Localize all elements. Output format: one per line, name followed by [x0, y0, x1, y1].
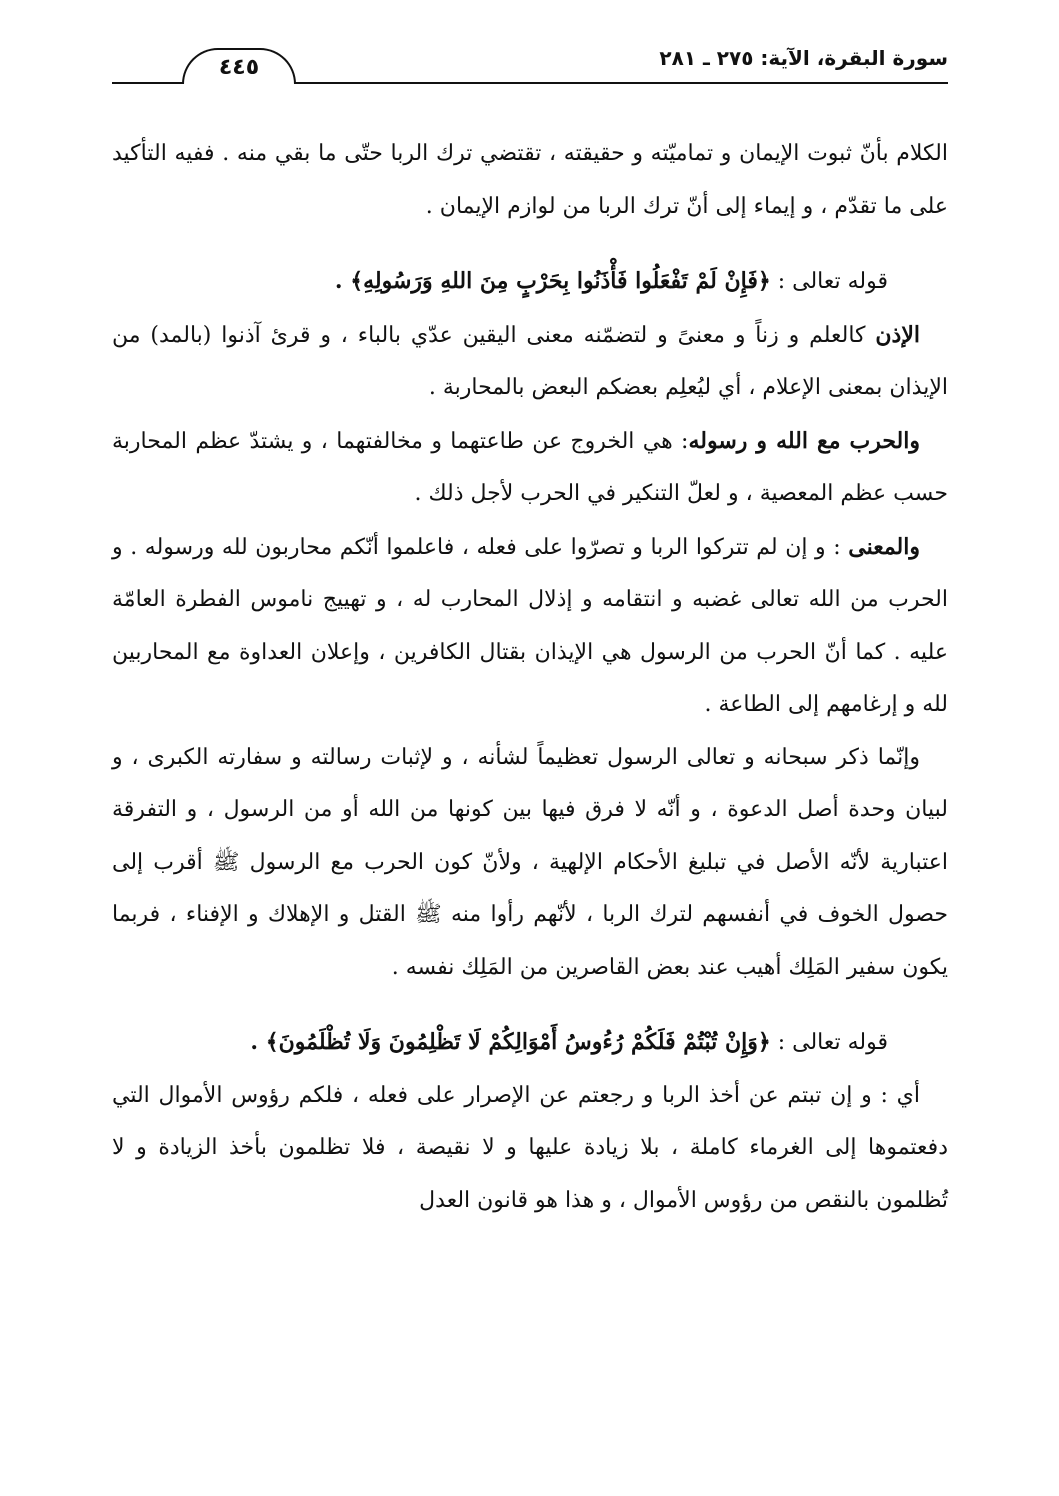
- quran-verse: ﴿فَإِنْ لَمْ تَفْعَلُوا فَأْذَنُوا بِحَرْبٍ مِنَ اللهِ وَرَسُولِهِ﴾ .: [334, 268, 771, 294]
- verse-prefix: قوله تعالى :: [770, 1030, 888, 1055]
- paragraph-idhn: [112, 309, 948, 415]
- paragraph-meaning: [112, 521, 948, 732]
- paragraph-rasul: وإنّما ذكر سبحانه و تعالى الرسول تعظيماً لشأنه ، و لإثبات رسالته و سفارته الكبرى ، و لبيان وحدة أصل الدعوة ، و أنّه لا فرق فيها بين كونها من الله أو من الرسول ، و التفرقة اعتبارية لأنّه الأصل في تبليغ الأحكام الإلهية ، ولأنّ كون الحرب مع الرسول ﷺ أقرب إلى حصول الخوف في أنفسهم لترك الربا ، لأنّهم رأوا منه ﷺ القتل و الإهلاك و الإفناء ، فربما يكون سفير المَلِك أهيب عند بعض القاصرين من المَلِك نفسه .: [112, 744, 948, 980]
- paragraph-text: : و إن لم تتركوا الربا و تصرّوا على فعله ، فاعلموا أنّكم محاربون لله ورسوله . و الحرب من الله تعالى غضبه و انتقامه و إذلال المحارب له ، و تهييج ناموس الفطرة العامّة عليه . كما أنّ الحرب من الرسول هي الإيذان بقتال الكافرين ، وإعلان العداوة مع المحاربين لله و إرغامهم إلى الطاعة .: [112, 534, 948, 717]
- term-heading: والمعنى: [848, 533, 920, 560]
- page-number: ٤٤٥: [182, 48, 296, 84]
- paragraph-text: : هي الخروج عن طاعتهما و مخالفتهما ، و يشتدّ عظم المحاربة حسب عظم المعصية ، و لعلّ التنكير في الحرب لأجل ذلك .: [112, 428, 948, 506]
- page-header: [112, 38, 948, 84]
- paragraph-harb: [112, 415, 948, 521]
- verse-quote-1: [112, 255, 948, 309]
- surah-verse-title: سورة البقرة، الآية: ٢٧٥ ـ ٢٨١: [659, 46, 948, 70]
- page-body: [112, 128, 948, 1227]
- paragraph-explanation: أي : و إن تبتم عن أخذ الربا و رجعتم عن الإصرار على فعله ، فلكم رؤوس الأموال التي دفعتموها إلى الغرماء كاملة ، بلا زيادة عليها و لا نقيصة ، فلا تظلمون بأخذ الزيادة و لا تُظلمون بالنقص من رؤوس الأموال ، و هذا هو قانون العدل: [112, 1082, 948, 1213]
- quran-verse: ﴿وَإِنْ تُبْتُمْ فَلَكُمْ رُءُوسُ أَمْوَالِكُمْ لَا تَظْلِمُونَ وَلَا تُظْلَمُونَ﴾ .: [250, 1029, 771, 1055]
- verse-prefix: قوله تعالى :: [770, 269, 888, 294]
- term-heading: والحرب مع الله و رسوله: [688, 427, 920, 454]
- paragraph-text: كالعلم و زناً و معنىً و لتضمّنه معنى اليقين عدّي بالباء ، و قرئ آذنوا (بالمد) من الإيذان بمعنى الإعلام ، أي ليُعلِم بعضكم البعض بالمحاربة .: [112, 322, 948, 400]
- paragraph-intro: الكلام بأنّ ثبوت الإيمان و تماميّته و حقيقته ، تقتضي ترك الربا حتّى ما بقي منه . ففيه التأكيد على ما تقدّم ، و إيماء إلى أنّ ترك الربا من لوازم الإيمان .: [112, 141, 948, 219]
- term-heading: الإذن: [875, 321, 920, 348]
- verse-quote-2: [112, 1016, 948, 1070]
